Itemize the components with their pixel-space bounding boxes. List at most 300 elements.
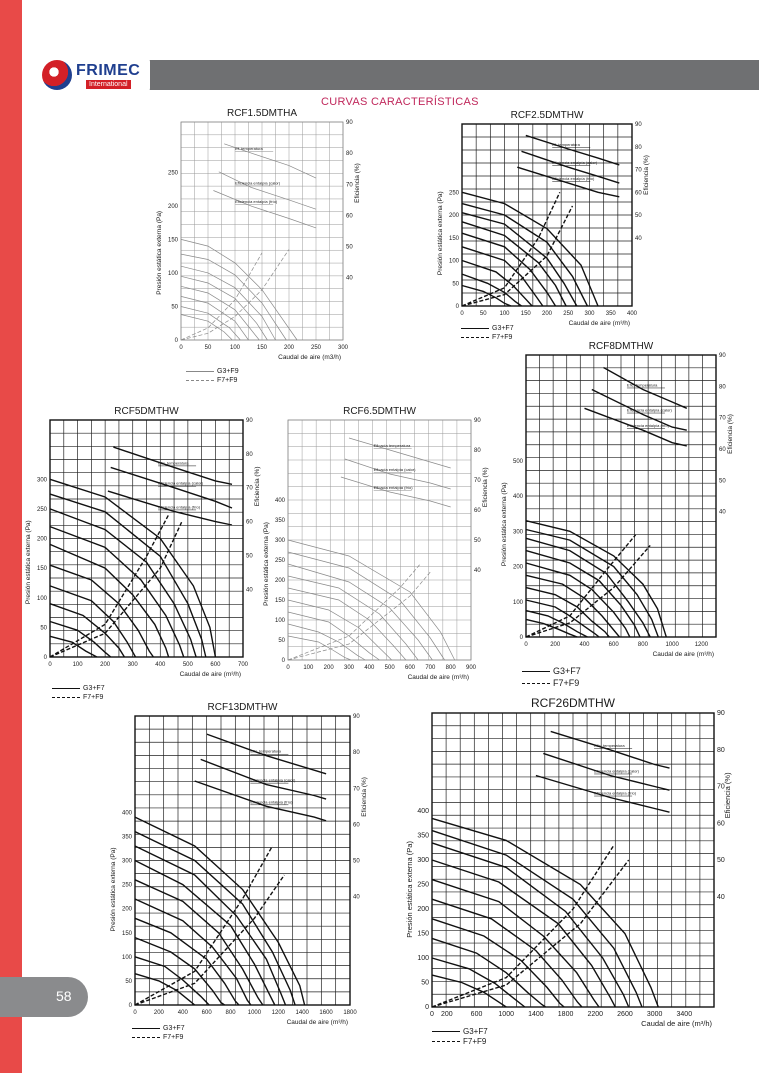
- x-tick-label: 900: [465, 665, 477, 671]
- y-tick-label: 500: [512, 458, 523, 465]
- chart-grid: [288, 420, 471, 660]
- y2-tick-label: 40: [353, 894, 360, 901]
- y2-tick-label: 60: [474, 508, 481, 514]
- plot-frame: [181, 122, 343, 340]
- y2-tick-label: 40: [719, 509, 726, 516]
- y-axis-label: Presión estática externa (Pa): [110, 847, 117, 932]
- fan-curve: [432, 860, 615, 1007]
- x-tick-label: 300: [343, 665, 355, 671]
- x-tick-label: 600: [201, 1010, 212, 1016]
- x-tick-label: 1200: [271, 1010, 286, 1016]
- legend-rcf26: [432, 1026, 488, 1046]
- fan-curve: [181, 254, 286, 340]
- fan-curve: [462, 233, 556, 306]
- efficiency-curve: [592, 390, 687, 431]
- efficiency-label: Eficiencia entalpía (frío): [552, 176, 595, 182]
- fan-curve: [526, 551, 640, 637]
- efficiency-label: Eficiencia entalpía (calor): [552, 160, 598, 166]
- x-tick-label: 200: [283, 345, 295, 351]
- x-tick-label: 1200: [694, 642, 709, 648]
- y-tick-label: 200: [36, 536, 47, 543]
- legend-dashed-line: [522, 683, 550, 684]
- y-tick-label: 100: [121, 954, 132, 961]
- fan-curve: [462, 204, 587, 306]
- legend-label: G3+F7: [463, 1026, 488, 1036]
- y-tick-label: 400: [274, 498, 285, 504]
- legend-label: F7+F9: [492, 334, 513, 341]
- y2-tick-label: 50: [346, 244, 353, 251]
- fan-curve: [432, 843, 629, 1007]
- x-tick-label: 0: [133, 1010, 137, 1016]
- legend-label: G3+F9: [217, 368, 239, 375]
- x-tick-label: 3000: [646, 1011, 663, 1018]
- plot-frame: [432, 713, 714, 1007]
- y-tick-label: 150: [36, 566, 47, 573]
- fan-curve: [135, 974, 195, 1005]
- y2-tick-label: 40: [635, 235, 642, 242]
- y-tick-label: 150: [167, 237, 178, 244]
- efficiency-label: Eficiencia entalpía (frío): [158, 504, 201, 510]
- system-curve: [50, 521, 182, 657]
- fan-curve: [181, 296, 249, 340]
- legend-label: G3+F7: [83, 685, 105, 692]
- legend-item: [461, 333, 514, 342]
- legend-item: [52, 684, 105, 693]
- y-tick-label: 0: [455, 304, 459, 310]
- y-tick-label: 250: [448, 190, 459, 197]
- y2-tick-label: 50: [353, 858, 360, 865]
- y-tick-label: 100: [36, 595, 47, 602]
- y2-tick-label: 90: [246, 418, 253, 424]
- fan-curve: [462, 247, 543, 306]
- efficiency-label: Eficiencia entalpía (frío): [250, 799, 293, 805]
- fan-curve: [288, 612, 380, 660]
- y-tick-label: 200: [274, 578, 285, 584]
- efficiency-curve: [345, 459, 451, 489]
- plot-frame: [462, 124, 632, 306]
- fan-curve: [181, 266, 276, 340]
- y2-tick-label: 50: [474, 538, 481, 544]
- fan-curve: [432, 958, 525, 1007]
- y2-axis-label: Eficiencia (%): [354, 163, 361, 203]
- fan-curve: [50, 544, 169, 657]
- system-curve: [181, 253, 262, 340]
- y2-axis-label: Eficiencia (%): [482, 467, 489, 508]
- efficiency-label: Eficiencia entalpía (calor): [250, 777, 296, 783]
- page-number: 58: [56, 988, 72, 1004]
- y-axis-label: Presión estática externa (Pa): [25, 520, 32, 605]
- y-tick-label: 100: [417, 955, 429, 962]
- x-tick-label: 400: [177, 1010, 188, 1016]
- x-tick-label: 0: [286, 665, 290, 671]
- x-tick-label: 1000: [665, 642, 679, 648]
- efficiency-curve: [522, 151, 620, 183]
- x-axis-label: Caudal de aire (m³/h): [286, 1019, 348, 1026]
- legend-item: [461, 324, 514, 333]
- x-tick-label: 800: [225, 1010, 236, 1016]
- efficiency-label: Efic. temperatura: [594, 742, 625, 748]
- fan-curve: [462, 213, 577, 306]
- chart-grid: [135, 716, 350, 1005]
- system-curve: [462, 206, 573, 306]
- fan-curve: [135, 846, 286, 1005]
- y-tick-label: 50: [452, 281, 459, 288]
- x-tick-label: 400: [155, 662, 166, 668]
- y-tick-label: 350: [417, 832, 429, 840]
- x-tick-label: 0: [179, 345, 183, 351]
- x-tick-label: 200: [100, 662, 111, 668]
- y-tick-label: 250: [121, 882, 132, 889]
- system-curve: [288, 572, 430, 660]
- y-tick-label: 100: [167, 270, 178, 277]
- fan-curve: [181, 315, 232, 341]
- x-tick-label: 600: [470, 1011, 483, 1018]
- y-tick-label: 150: [274, 598, 285, 604]
- fan-curve: [135, 899, 251, 1005]
- x-tick-label: 250: [563, 311, 574, 317]
- legend-label: G3+F7: [492, 325, 514, 332]
- x-tick-label: 400: [579, 642, 590, 648]
- y2-tick-label: 80: [719, 384, 726, 391]
- chart-grid: [50, 420, 243, 657]
- efficiency-label: Eficiencia entalpía (calor): [626, 407, 672, 413]
- x-tick-label: 300: [127, 662, 138, 668]
- fan-curve: [135, 938, 225, 1005]
- efficiency-label: Efic. temperatura: [626, 382, 658, 388]
- fan-curve: [462, 261, 532, 307]
- x-tick-label: 400: [364, 665, 375, 671]
- y2-tick-label: 70: [474, 478, 481, 484]
- y-tick-label: 100: [274, 618, 285, 624]
- y2-tick-label: 90: [719, 353, 726, 359]
- y2-tick-label: 70: [719, 415, 726, 422]
- y2-tick-label: 80: [635, 144, 642, 151]
- efficiency-curve: [201, 759, 326, 799]
- fan-curve: [288, 600, 392, 660]
- x-axis-label: Caudal de aire (m³/h): [641, 1019, 712, 1028]
- legend-dashed-line: [52, 697, 80, 698]
- x-tick-label: 2600: [617, 1011, 633, 1018]
- fan-curve: [288, 636, 351, 660]
- chart-grid: [462, 124, 632, 306]
- x-tick-label: 200: [550, 642, 561, 648]
- efficiency-label: Eficiencia entalpía (frío): [235, 199, 278, 205]
- efficiency-label: Efic. temperatura: [250, 748, 281, 754]
- y-tick-label: 250: [167, 170, 178, 177]
- y-tick-label: 150: [121, 930, 132, 937]
- efficiency-label: Eficiencia entalpía (frío): [626, 423, 669, 429]
- x-tick-label: 200: [153, 1010, 164, 1016]
- chart-title: RCF13DMTHW: [207, 702, 278, 713]
- fan-curve: [526, 563, 630, 637]
- y-tick-label: 200: [512, 564, 523, 571]
- plot-frame: [50, 420, 243, 657]
- x-tick-label: 50: [204, 345, 212, 351]
- fan-curve: [50, 636, 97, 657]
- efficiency-label: Eficiencia entalpía (calor): [235, 180, 281, 186]
- x-tick-label: 1800: [343, 1010, 357, 1016]
- chart-grid: [526, 355, 716, 637]
- y-tick-label: 0: [425, 1004, 429, 1011]
- y2-tick-label: 80: [346, 151, 353, 158]
- y-tick-label: 200: [121, 906, 132, 913]
- y2-tick-label: 60: [353, 822, 360, 829]
- y-tick-label: 0: [174, 338, 178, 344]
- fan-curve: [288, 564, 432, 660]
- page-tab: [0, 977, 88, 1017]
- x-tick-label: 1400: [295, 1010, 309, 1016]
- efficiency-label: Efic. temperatura: [158, 460, 189, 466]
- efficiency-curve: [341, 477, 451, 507]
- legend-solid-line: [132, 1028, 160, 1029]
- y2-axis-label: Eficiencia (%): [723, 772, 732, 819]
- x-tick-label: 200: [440, 1011, 453, 1018]
- y2-tick-label: 80: [353, 750, 360, 757]
- legend-rcf5: [52, 684, 105, 702]
- y2-tick-label: 70: [246, 485, 253, 492]
- legend-label: F7+F9: [553, 678, 580, 688]
- efficiency-label: Ef. temperatura: [552, 142, 580, 148]
- fan-curve: [181, 307, 240, 341]
- efficiency-curve: [195, 781, 326, 821]
- system-curve: [288, 564, 420, 660]
- y-tick-label: 350: [274, 518, 285, 524]
- y-tick-label: 300: [417, 857, 429, 864]
- efficiency-label: Ef. temperatura: [235, 146, 263, 152]
- y2-tick-label: 50: [246, 553, 253, 560]
- x-tick-label: 1800: [557, 1011, 574, 1018]
- fan-curve: [135, 880, 263, 1005]
- y-tick-label: 300: [36, 477, 47, 484]
- x-tick-label: 0: [48, 662, 52, 668]
- x-tick-label: 400: [626, 311, 638, 317]
- fan-curve: [432, 880, 599, 1007]
- fan-curve: [526, 611, 587, 637]
- x-tick-label: 1000: [498, 1011, 514, 1018]
- y-tick-label: 250: [417, 881, 429, 889]
- fan-curve: [526, 538, 650, 637]
- x-tick-label: 700: [237, 662, 249, 668]
- y-tick-label: 150: [448, 235, 459, 242]
- chart-title: RCF6.5DMTHW: [343, 406, 416, 417]
- fan-curve: [135, 861, 275, 1006]
- fan-curve: [135, 918, 239, 1005]
- fan-curve: [50, 509, 196, 657]
- y-tick-label: 300: [512, 529, 523, 536]
- y-tick-label: 100: [512, 599, 523, 606]
- x-tick-label: 150: [256, 345, 268, 351]
- system-curve: [181, 249, 289, 340]
- y2-axis-label: Eficiencia (%): [361, 777, 368, 817]
- y2-tick-label: 70: [717, 783, 725, 791]
- legend-label: F7+F9: [463, 1036, 487, 1046]
- system-curve: [462, 192, 560, 306]
- x-tick-label: 600: [608, 642, 619, 648]
- x-tick-label: 700: [425, 665, 436, 671]
- legend-dashed-line: [132, 1037, 160, 1038]
- plot-frame: [526, 355, 716, 637]
- y-axis-label: Presión estática externa (Pa): [501, 482, 508, 567]
- x-axis-label: Caudal de aire (m³/h): [652, 651, 714, 658]
- efficiency-curve: [536, 776, 670, 813]
- y2-axis-label: Eficiencia (%): [643, 155, 650, 195]
- y-tick-label: 350: [121, 834, 132, 841]
- x-tick-label: 100: [499, 311, 510, 317]
- legend-dashed-line: [461, 337, 489, 338]
- legend-rcf13: [132, 1024, 185, 1042]
- y-tick-label: 200: [448, 213, 459, 219]
- legend-dashed-line: [186, 380, 214, 381]
- x-tick-label: 200: [541, 311, 553, 317]
- fan-curve: [432, 975, 506, 1007]
- y-tick-label: 0: [519, 635, 523, 641]
- legend-solid-line: [432, 1031, 460, 1032]
- fan-curve: [432, 938, 546, 1007]
- y2-tick-label: 80: [717, 746, 725, 754]
- chart-title: RCF1.5DMTHA: [226, 108, 298, 119]
- fan-curve: [288, 576, 418, 660]
- y2-tick-label: 40: [246, 587, 253, 594]
- x-axis-label: Caudal de aire (m3/h): [278, 354, 341, 361]
- legend-label: G3+F7: [163, 1025, 185, 1032]
- y-tick-label: 50: [125, 978, 132, 985]
- y2-tick-label: 70: [635, 167, 642, 174]
- legend-item: [432, 1036, 488, 1046]
- y-tick-label: 400: [512, 494, 523, 500]
- fan-curve: [462, 286, 511, 307]
- fan-curve: [50, 527, 184, 657]
- y2-tick-label: 60: [717, 820, 725, 828]
- x-tick-label: 350: [605, 311, 616, 317]
- y-tick-label: 200: [417, 906, 429, 913]
- fan-curve: [432, 831, 642, 1007]
- legend-item: [186, 376, 239, 385]
- legend-solid-line: [52, 688, 80, 689]
- efficiency-curve: [213, 191, 316, 228]
- y-tick-label: 100: [448, 258, 459, 265]
- y2-tick-label: 90: [635, 122, 642, 128]
- fan-curve: [288, 588, 406, 660]
- x-tick-label: 0: [524, 642, 528, 648]
- side-accent-bar: [0, 0, 22, 1073]
- legend-label: G3+F7: [553, 666, 581, 676]
- legend-item: [52, 693, 105, 702]
- y-tick-label: 400: [417, 808, 429, 815]
- y2-tick-label: 70: [346, 182, 353, 189]
- fan-curve: [288, 540, 455, 660]
- y-tick-label: 300: [121, 858, 132, 865]
- legend-item: [522, 665, 581, 677]
- efficiency-curve: [219, 172, 316, 209]
- system-curve: [526, 535, 636, 637]
- y2-tick-label: 80: [246, 451, 253, 458]
- legend-item: [522, 677, 581, 689]
- fan-curve: [526, 619, 577, 637]
- efficiency-curve: [207, 734, 326, 774]
- fan-curve: [432, 919, 564, 1007]
- efficiency-curve: [604, 368, 687, 409]
- y-tick-label: 250: [36, 506, 47, 513]
- x-axis-label: Caudal de aire (m³/h): [568, 320, 630, 327]
- fan-curve: [526, 600, 599, 637]
- system-curve: [50, 515, 169, 657]
- y-axis-label: Presión estática externa (Pa): [156, 210, 163, 295]
- efficiency-label: Eficacia entalpía (calor): [373, 467, 416, 472]
- system-curve: [432, 845, 614, 1007]
- x-tick-label: 600: [404, 665, 416, 671]
- x-tick-label: 200: [323, 665, 334, 671]
- efficiency-label: Eficiencia entalpía (calor): [158, 480, 203, 486]
- x-tick-label: 300: [584, 311, 595, 317]
- system-curve: [135, 846, 272, 1005]
- y2-tick-label: 90: [346, 120, 353, 126]
- y2-tick-label: 90: [474, 418, 481, 424]
- y-tick-label: 50: [171, 304, 178, 311]
- y-tick-label: 0: [43, 655, 47, 661]
- y2-tick-label: 50: [719, 478, 726, 485]
- x-tick-label: 0: [460, 311, 464, 317]
- fan-curve: [526, 588, 609, 637]
- y2-tick-label: 60: [246, 519, 253, 526]
- y-tick-label: 150: [417, 930, 429, 938]
- legend-rcf8: [522, 665, 581, 689]
- x-axis-label: Caudal de aire (m³/h): [179, 671, 241, 678]
- fan-curve: [50, 622, 111, 658]
- y-tick-label: 300: [274, 538, 285, 544]
- fan-curve: [135, 832, 295, 1005]
- fan-curve: [526, 575, 620, 637]
- legend-item: [432, 1026, 488, 1036]
- chart-grid: [432, 713, 714, 1007]
- legend-label: F7+F9: [83, 694, 104, 701]
- efficiency-label: Eficacia entalpía (frío): [373, 485, 413, 490]
- legend-solid-line: [522, 671, 550, 672]
- efficiency-curve: [111, 467, 232, 508]
- legend-solid-line: [186, 371, 214, 372]
- efficiency-curve: [526, 135, 620, 165]
- x-tick-label: 1000: [247, 1010, 262, 1016]
- fan-curve: [526, 521, 666, 637]
- fan-curve: [181, 286, 259, 340]
- x-tick-label: 100: [303, 665, 314, 671]
- x-tick-label: 150: [520, 311, 531, 317]
- y-tick-label: 50: [278, 638, 285, 644]
- x-tick-label: 500: [182, 662, 193, 668]
- fan-curve: [50, 494, 206, 657]
- chart-title: RCF5DMTHW: [114, 406, 179, 417]
- chart-grid: [181, 122, 343, 340]
- y2-tick-label: 60: [635, 190, 642, 197]
- fan-curve: [50, 479, 215, 657]
- brand-name: FRIMEC: [76, 62, 141, 79]
- x-tick-label: 800: [637, 642, 648, 648]
- y2-tick-label: 40: [346, 275, 353, 282]
- fan-curve: [462, 222, 566, 306]
- x-tick-label: 300: [337, 345, 349, 351]
- x-tick-label: 2200: [587, 1011, 604, 1018]
- x-tick-label: 1600: [319, 1010, 333, 1016]
- y-axis-label: Presión estática externa (Pa): [263, 522, 270, 606]
- plot-frame: [288, 420, 471, 660]
- x-tick-label: 50: [479, 311, 487, 317]
- fan-curve: [135, 817, 305, 1005]
- x-tick-label: 1400: [528, 1011, 544, 1018]
- y2-tick-label: 90: [717, 710, 725, 717]
- legend-solid-line: [461, 328, 489, 329]
- y2-tick-label: 60: [346, 213, 353, 220]
- efficiency-label: Eficiencia entalpía (frío): [594, 790, 637, 796]
- legend-item: [132, 1024, 185, 1033]
